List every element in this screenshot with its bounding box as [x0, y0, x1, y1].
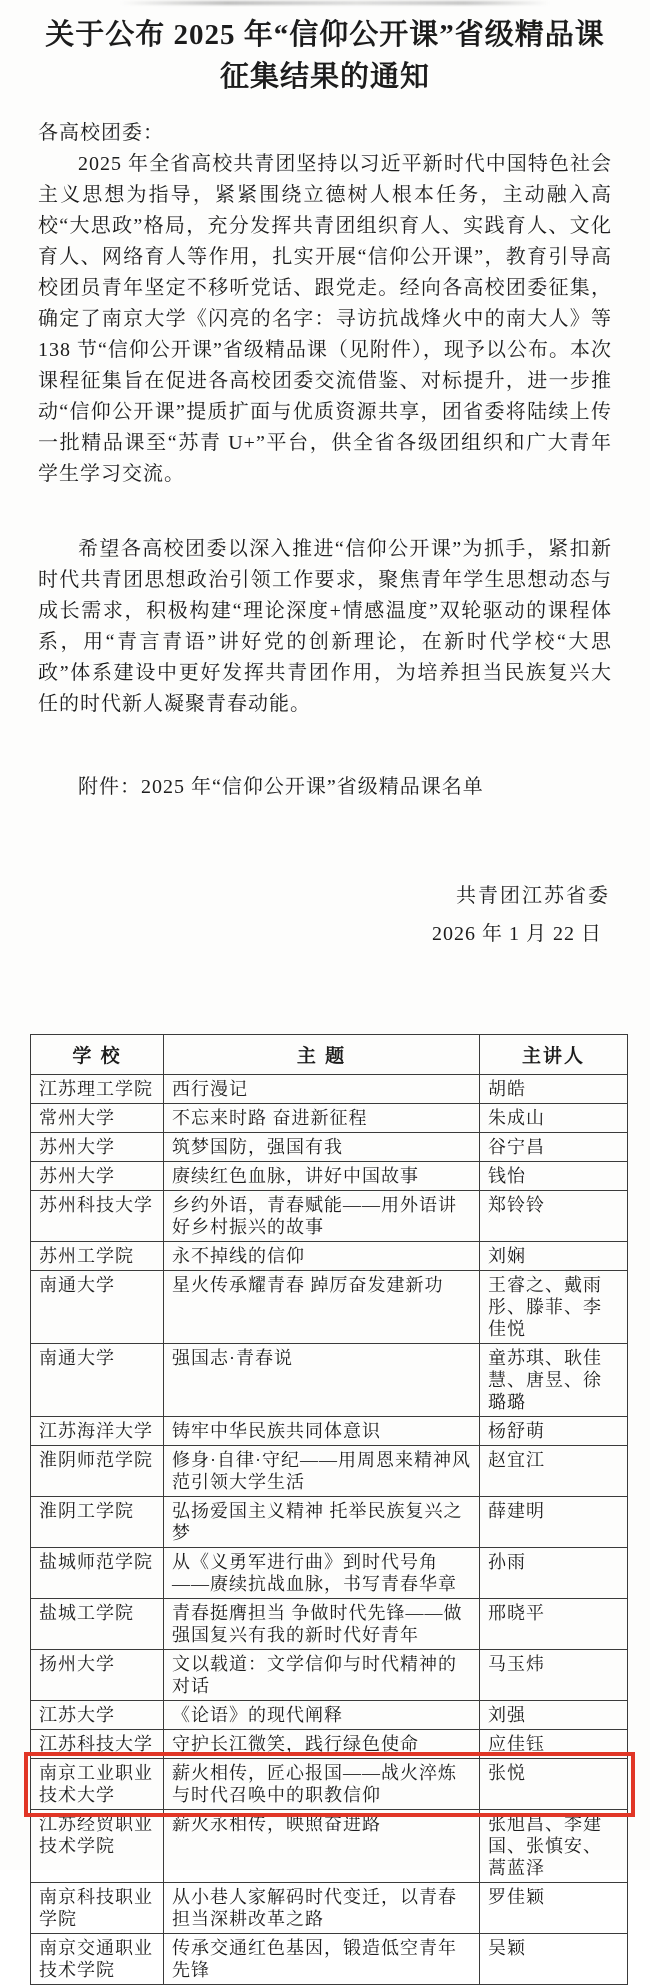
table-row: [31, 1133, 628, 1162]
table-row: [31, 1730, 628, 1759]
cell-topic: 传承交通红色基因，锻造低空青年先锋: [164, 1934, 480, 1985]
cell-school: 南通大学: [31, 1344, 164, 1417]
cell-speaker: 罗佳颖: [480, 1883, 628, 1934]
table-row: [31, 1497, 628, 1548]
title-line-1: 关于公布 2025 年“信仰公开课”省级精品课: [45, 19, 605, 51]
cell-school: 苏州工学院: [31, 1242, 164, 1271]
cell-school: 苏州科技大学: [31, 1191, 164, 1242]
table-row: [31, 1075, 628, 1104]
table-header-row: [31, 1035, 628, 1075]
cell-speaker: 刘娴: [480, 1242, 628, 1271]
column-header-speaker: 主讲人: [480, 1035, 628, 1075]
cell-speaker: 杨舒萌: [480, 1417, 628, 1446]
table-row-highlighted: [31, 1759, 628, 1810]
table-row: [31, 1934, 628, 1985]
cell-topic: 筑梦国防，强国有我: [164, 1133, 480, 1162]
cell-speaker: 童苏琪、耿佳慧、唐昱、徐璐璐: [480, 1344, 628, 1417]
signature-org: 共青团江苏省委: [456, 885, 610, 907]
title-line-2: 征集结果的通知: [219, 61, 430, 93]
cell-school: 江苏科技大学: [31, 1730, 164, 1759]
cell-speaker: 王睿之、戴雨彤、滕菲、李佳悦: [480, 1271, 628, 1344]
paragraph-2: 希望各高校团委以深入推进“信仰公开课”为抓手，紧扣新时代共青团思想政治引领工作要求，聚焦青年学生思想动态与成长需求，积极构建“理论深度+情感温度”双轮驱动的课程体系，用“青言青语”讲好党的创新理论，在新时代学校“大思政”体系建设中更好发挥共青团作用，为培养担当民族复兴大任的时代新人凝聚青春动能。: [38, 538, 612, 715]
cell-school: 南京科技职业学院: [31, 1883, 164, 1934]
signature-block: [38, 881, 612, 950]
cell-topic: 永不掉线的信仰: [164, 1242, 480, 1271]
course-table: [30, 1034, 628, 1985]
table-row: [31, 1191, 628, 1242]
cell-school: 苏州大学: [31, 1162, 164, 1191]
table-row: [31, 1599, 628, 1650]
cell-speaker: 胡皓: [480, 1075, 628, 1104]
cell-school: 江苏经贸职业技术学院: [31, 1810, 164, 1883]
cell-speaker: 钱怡: [480, 1162, 628, 1191]
cell-school: 扬州大学: [31, 1650, 164, 1701]
column-header-school: 学 校: [31, 1035, 164, 1075]
cell-speaker: 张悦: [480, 1759, 628, 1810]
table-row: [31, 1242, 628, 1271]
cell-school: 淮阴工学院: [31, 1497, 164, 1548]
paragraph-1: 2025 年全省高校共青团坚持以习近平新时代中国特色社会主义思想为指导，紧紧围绕立德树人根本任务，主动融入高校“大思政”格局，充分发挥共青团组织育人、实践育人、文化育人、网络育人等作用，扎实开展“信仰公开课”，教育引导高校团员青年坚定不移听党话、跟党走。经向各高校团委征集，确定了南京大学《闪亮的名字：寻访抗战烽火中的南大人》等 138 节“信仰公开课”省级精品课（见附件），现予以公布。本次课程征集旨在促进各高校团委交流借鉴、对标提升，进一步推动“信仰公开课”提质扩面与优质资源共享，团省委将陆续上传一批精品课至“苏青 U+”平台，供全省各级团组织和广大青年学生学习交流。: [38, 153, 612, 485]
scan-artifact: [120, 1, 550, 5]
cell-school: 南通大学: [31, 1271, 164, 1344]
cell-speaker: 吴颖: [480, 1934, 628, 1985]
table-row: [31, 1104, 628, 1133]
cell-topic: 不忘来时路 奋进新征程: [164, 1104, 480, 1133]
document-title: [38, 14, 612, 98]
table-row: [31, 1417, 628, 1446]
salutation: 各高校团委：: [38, 122, 164, 144]
column-header-topic: 主 题: [164, 1035, 480, 1075]
cell-topic: 从《义勇军进行曲》到时代号角——赓续抗战血脉，书写青春华章: [164, 1548, 480, 1599]
signature-date: 2026 年 1 月 22 日: [432, 923, 602, 945]
table-row: [31, 1162, 628, 1191]
cell-school: 盐城工学院: [31, 1599, 164, 1650]
cell-speaker: 谷宁昌: [480, 1133, 628, 1162]
cell-speaker: 薛建明: [480, 1497, 628, 1548]
cell-speaker: 朱成山: [480, 1104, 628, 1133]
table-row: [31, 1883, 628, 1934]
cell-school: 南京工业职业技术大学: [31, 1759, 164, 1810]
cell-school: 南京交通职业技术学院: [31, 1934, 164, 1985]
cell-topic: 文以载道：文学信仰与时代精神的对话: [164, 1650, 480, 1701]
cell-school: 淮阴师范学院: [31, 1446, 164, 1497]
cell-speaker: 张旭昌、李建国、张慎安、蒿蓝泽: [480, 1810, 628, 1883]
cell-topic: 星火传承耀青春 踔厉奋发建新功: [164, 1271, 480, 1344]
table-row: [31, 1810, 628, 1883]
cell-school: 常州大学: [31, 1104, 164, 1133]
cell-speaker: 刘强: [480, 1701, 628, 1730]
cell-school: 江苏理工学院: [31, 1075, 164, 1104]
table-row: [31, 1701, 628, 1730]
cell-topic: 薪火永相传，映照奋进路: [164, 1810, 480, 1883]
table-row: [31, 1271, 628, 1344]
cell-topic: 乡约外语，青春赋能——用外语讲好乡村振兴的故事: [164, 1191, 480, 1242]
cell-school: 苏州大学: [31, 1133, 164, 1162]
cell-topic: 青春挺膺担当 争做时代先锋——做强国复兴有我的新时代好青年: [164, 1599, 480, 1650]
cell-topic: 铸牢中华民族共同体意识: [164, 1417, 480, 1446]
table-row: [31, 1650, 628, 1701]
cell-topic: 薪火相传，匠心报国——战火淬炼与时代召唤中的职教信仰: [164, 1759, 480, 1810]
cell-speaker: 郑铃铃: [480, 1191, 628, 1242]
cell-topic: 《论语》的现代阐释: [164, 1701, 480, 1730]
cell-school: 盐城师范学院: [31, 1548, 164, 1599]
cell-speaker: 应佳钰: [480, 1730, 628, 1759]
cell-school: 江苏海洋大学: [31, 1417, 164, 1446]
cell-speaker: 赵宜江: [480, 1446, 628, 1497]
cell-topic: 强国志·青春说: [164, 1344, 480, 1417]
table-row: [31, 1446, 628, 1497]
table-row: [31, 1344, 628, 1417]
table-row: [31, 1548, 628, 1599]
cell-speaker: 马玉炜: [480, 1650, 628, 1701]
cell-speaker: 邢晓平: [480, 1599, 628, 1650]
cell-topic: 从小巷人家解码时代变迁，以青春担当深耕改革之路: [164, 1883, 480, 1934]
cell-topic: 弘扬爱国主义精神 托举民族复兴之梦: [164, 1497, 480, 1548]
cell-topic: 赓续红色血脉，讲好中国故事: [164, 1162, 480, 1191]
cell-topic: 西行漫记: [164, 1075, 480, 1104]
cell-school: 江苏大学: [31, 1701, 164, 1730]
cell-topic: 守护长江微笑，践行绿色使命: [164, 1730, 480, 1759]
attachment-line: 附件：2025 年“信仰公开课”省级精品课名单: [78, 776, 484, 798]
cell-speaker: 孙雨: [480, 1548, 628, 1599]
cell-topic: 修身·自律·守纪——用周恩来精神风范引领大学生活: [164, 1446, 480, 1497]
